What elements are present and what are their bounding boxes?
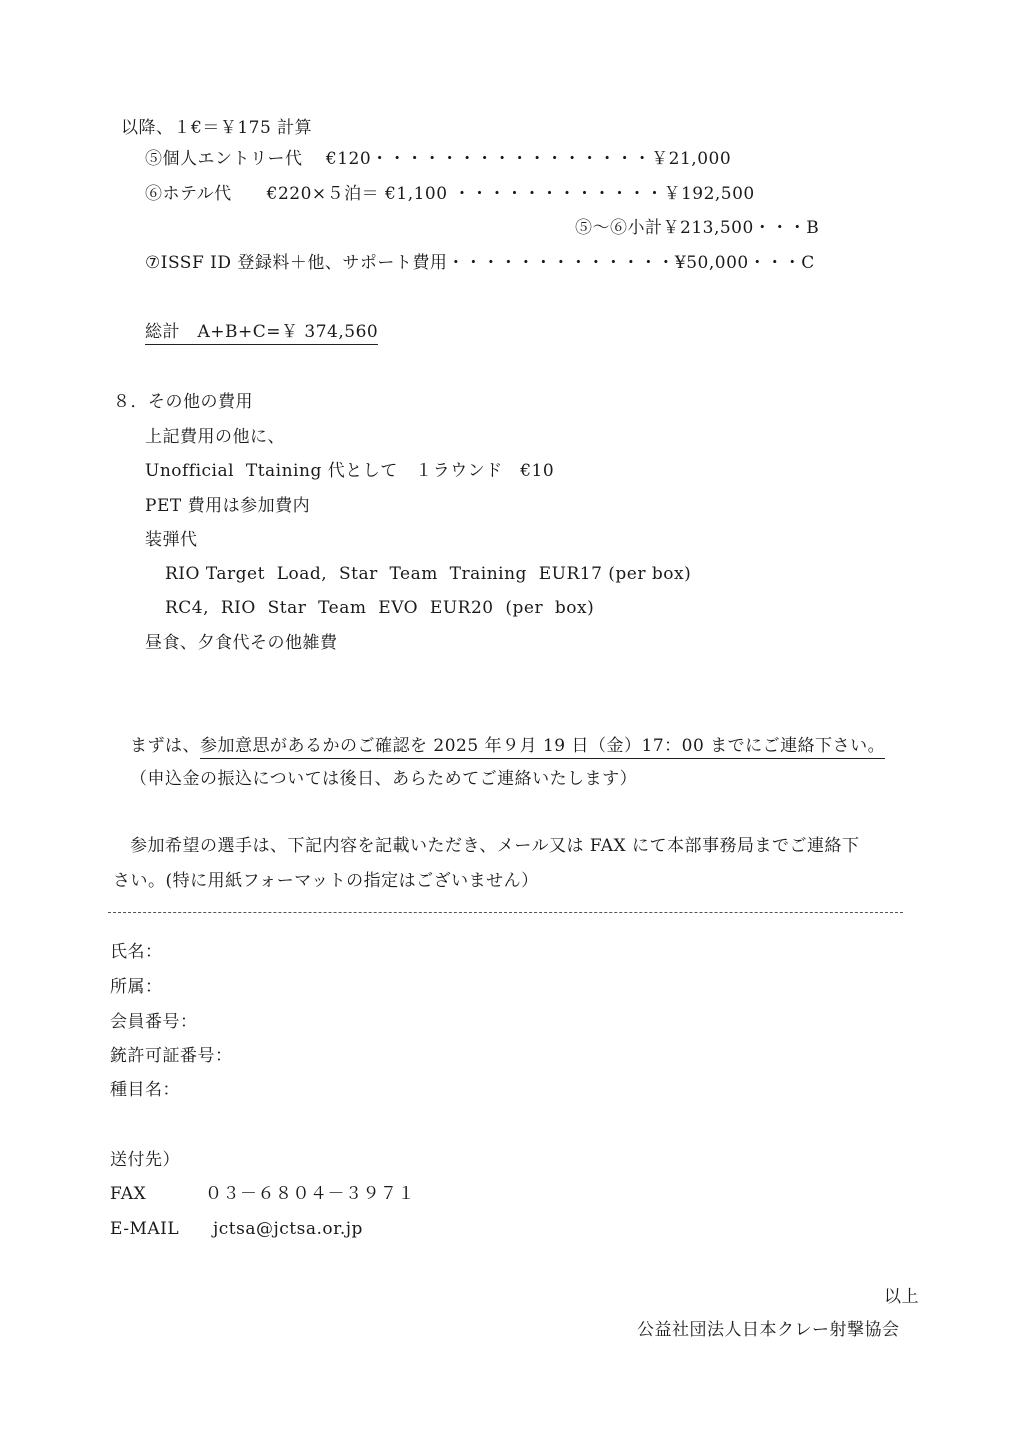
- application-instructions-line-1: 参加希望の選手は、下記内容を記載いただき、メール又は FAX にて本部事務局までご連絡下: [130, 836, 860, 856]
- meals-line: 昼食、夕食代その他雑費: [145, 633, 338, 653]
- form-field-name: 氏名：: [110, 942, 163, 962]
- ammo-line-2: RC4, RIO Star Team EVO EUR20 (per box): [165, 598, 595, 618]
- subtotal-b-line: ⑤～⑥小計￥213,500・・・B: [575, 218, 820, 238]
- hotel-fee-line: ⑥ホテル代 €220×５泊＝ €1,100 ・・・・・・・・・・・・￥192,500: [145, 184, 755, 204]
- unofficial-training-line: Unofficial Ttaining 代として １ラウンド €10: [145, 461, 555, 481]
- organization-name: 公益社団法人日本クレー射撃協会: [637, 1320, 900, 1340]
- pet-fee-line: PET 費用は参加費内: [145, 496, 311, 516]
- confirm-prefix: まずは、: [130, 736, 200, 756]
- fax-number: ０３－６８０４－３９７１: [205, 1184, 415, 1204]
- email-address[interactable]: jctsa@jctsa.or.jp: [213, 1219, 363, 1239]
- form-field-event-name: 種目名：: [110, 1080, 180, 1100]
- entry-fee-line: ⑤個人エントリー代 €120・・・・・・・・・・・・・・・・￥21,000: [145, 149, 732, 169]
- confirm-deadline-line: [130, 734, 885, 758]
- send-to-heading: 送付先）: [110, 1150, 180, 1170]
- form-field-affiliation: 所属：: [110, 977, 163, 997]
- form-field-gun-license-number: 銃許可証番号：: [110, 1046, 233, 1066]
- grand-total: 総計 A+B+C=￥ 374,560: [145, 322, 378, 345]
- ammo-line-1: RIO Target Load, Star Team Training EUR17 (per box): [165, 564, 692, 584]
- closing-mark: 以上: [884, 1287, 919, 1307]
- fax-label: FAX: [110, 1184, 147, 1204]
- cut-line-divider: [108, 912, 903, 913]
- issf-support-line: ⑦ISSF ID 登録料＋他、サポート費用・・・・・・・・・・・・・¥50,000・・・C: [145, 253, 815, 273]
- ammo-heading: 装弾代: [145, 530, 198, 550]
- application-instructions-line-2: さい。(特に用紙フォーマットの指定はございません）: [113, 871, 539, 891]
- payment-note: （申込金の振込については後日、あらためてご連絡いたします）: [130, 769, 638, 789]
- email-label: E-MAIL: [110, 1219, 180, 1239]
- section-8-heading: ８．その他の費用: [113, 392, 253, 412]
- other-costs-intro: 上記費用の他に、: [145, 427, 285, 447]
- confirm-deadline-underlined: 参加意思があるかのご確認を 2025 年９月 19 日（金）17：00 までにご連絡下さい。: [200, 736, 885, 759]
- form-field-member-number: 会員番号：: [110, 1012, 198, 1032]
- exchange-rate-line: 以降、１€＝￥175 計算: [121, 118, 313, 138]
